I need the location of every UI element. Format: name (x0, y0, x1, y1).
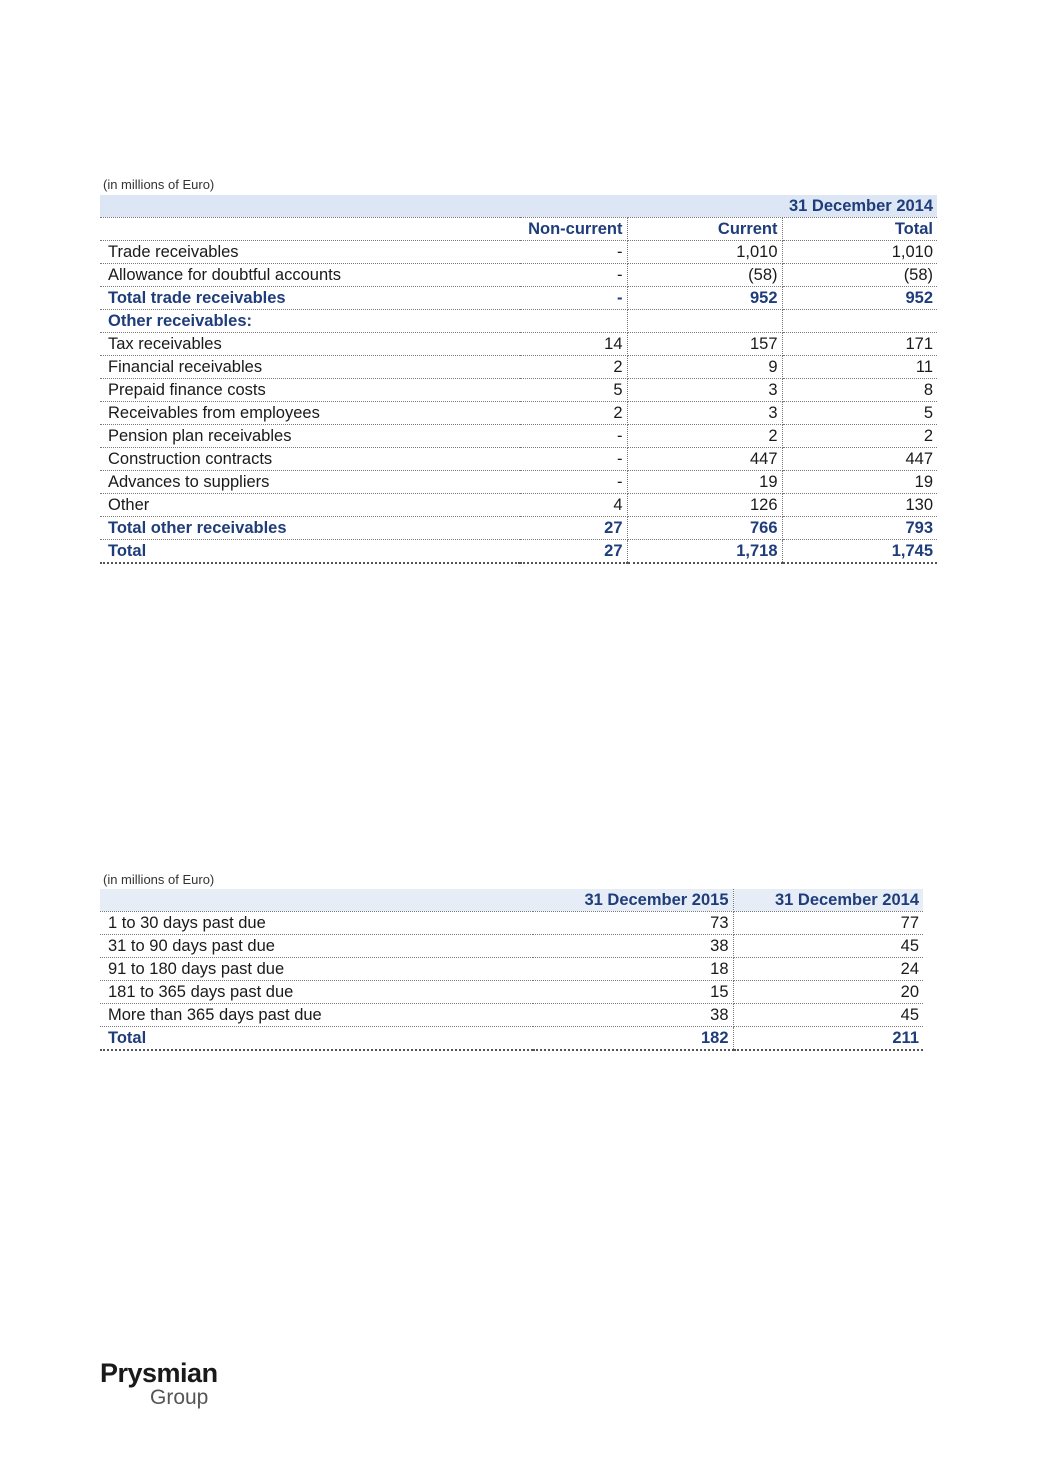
row-label: Allowance for doubtful accounts (100, 264, 520, 287)
prysmian-group-logo (100, 1358, 230, 1414)
total-value: 1,745 (782, 540, 937, 564)
non-current-value: - (520, 471, 627, 494)
current-value: 766 (627, 517, 782, 540)
total-value: 19 (782, 471, 937, 494)
column-header-total: Total (782, 218, 937, 241)
non-current-value: 5 (520, 379, 627, 402)
value-2015: 73 (533, 912, 733, 935)
value-2015: 182 (533, 1027, 733, 1051)
column-header-row (100, 889, 923, 912)
value-2015: 38 (533, 935, 733, 958)
row-label: Trade receivables (100, 241, 520, 264)
row-label: Prepaid finance costs (100, 379, 520, 402)
row-label: Advances to suppliers (100, 471, 520, 494)
row-label: 91 to 180 days past due (100, 958, 533, 981)
value-2014: 45 (733, 935, 923, 958)
column-header-current: Current (627, 218, 782, 241)
non-current-value: 4 (520, 494, 627, 517)
row-label: Other (100, 494, 520, 517)
column-header-2015: 31 December 2015 (533, 889, 733, 912)
total-value: 1,010 (782, 241, 937, 264)
value-2015: 15 (533, 981, 733, 1004)
total-value: 171 (782, 333, 937, 356)
current-value: 3 (627, 402, 782, 425)
total-value: (58) (782, 264, 937, 287)
unit-label-table2: (in millions of Euro) (103, 872, 215, 887)
table-row (100, 471, 937, 494)
total-value: 8 (782, 379, 937, 402)
unit-label-table1: (in millions of Euro) (103, 177, 215, 192)
current-value: 1,010 (627, 241, 782, 264)
total-value (782, 310, 937, 333)
value-2015: 38 (533, 1004, 733, 1027)
current-value: 447 (627, 448, 782, 471)
table-row (100, 958, 923, 981)
row-label: Pension plan receivables (100, 425, 520, 448)
table-row (100, 981, 923, 1004)
table-row (100, 517, 937, 540)
table-row (100, 935, 923, 958)
non-current-value: 2 (520, 402, 627, 425)
table-row (100, 448, 937, 471)
non-current-value: 14 (520, 333, 627, 356)
current-value: (58) (627, 264, 782, 287)
current-value: 2 (627, 425, 782, 448)
past-due-aging-table (100, 889, 923, 1051)
table-row (100, 333, 937, 356)
table-row (100, 310, 937, 333)
row-label: Financial receivables (100, 356, 520, 379)
period-header-row (100, 195, 937, 218)
value-2014: 77 (733, 912, 923, 935)
period-header: 31 December 2014 (100, 195, 937, 218)
table-row (100, 264, 937, 287)
row-label: More than 365 days past due (100, 1004, 533, 1027)
table-row (100, 494, 937, 517)
table-row (100, 1004, 923, 1027)
current-value (627, 310, 782, 333)
non-current-value: 27 (520, 517, 627, 540)
total-value: 5 (782, 402, 937, 425)
non-current-value: - (520, 264, 627, 287)
total-value: 2 (782, 425, 937, 448)
value-2014: 24 (733, 958, 923, 981)
column-header-row (100, 218, 937, 241)
value-2014: 211 (733, 1027, 923, 1051)
value-2015: 18 (533, 958, 733, 981)
total-value: 130 (782, 494, 937, 517)
current-value: 157 (627, 333, 782, 356)
current-value: 3 (627, 379, 782, 402)
total-value: 793 (782, 517, 937, 540)
row-label: Construction contracts (100, 448, 520, 471)
row-label: Total (100, 540, 520, 564)
row-label: Receivables from employees (100, 402, 520, 425)
row-label: 1 to 30 days past due (100, 912, 533, 935)
table-row (100, 402, 937, 425)
row-label: 31 to 90 days past due (100, 935, 533, 958)
table-row (100, 287, 937, 310)
current-value: 952 (627, 287, 782, 310)
column-header-non-current: Non-current (100, 218, 627, 241)
current-value: 1,718 (627, 540, 782, 564)
logo-subtitle: Group (150, 1386, 209, 1409)
non-current-value: - (520, 448, 627, 471)
current-value: 9 (627, 356, 782, 379)
column-header-2014: 31 December 2014 (733, 889, 923, 912)
row-label: Total (100, 1027, 533, 1051)
row-label: Other receivables: (100, 310, 520, 333)
table-row (100, 356, 937, 379)
current-value: 126 (627, 494, 782, 517)
table-row (100, 241, 937, 264)
non-current-value (520, 310, 627, 333)
value-2014: 20 (733, 981, 923, 1004)
non-current-value: - (520, 425, 627, 448)
table-row (100, 540, 937, 564)
current-value: 19 (627, 471, 782, 494)
non-current-value: - (520, 287, 627, 310)
total-value: 952 (782, 287, 937, 310)
table-row (100, 379, 937, 402)
total-value: 447 (782, 448, 937, 471)
non-current-value: 27 (520, 540, 627, 564)
table-row (100, 912, 923, 935)
row-label: Total other receivables (100, 517, 520, 540)
non-current-value: 2 (520, 356, 627, 379)
row-label: Total trade receivables (100, 287, 520, 310)
table-row (100, 1027, 923, 1051)
non-current-value: - (520, 241, 627, 264)
table-row (100, 425, 937, 448)
logo-wordmark: Prysmian (100, 1358, 218, 1388)
row-label: Tax receivables (100, 333, 520, 356)
row-label: 181 to 365 days past due (100, 981, 533, 1004)
total-value: 11 (782, 356, 937, 379)
value-2014: 45 (733, 1004, 923, 1027)
receivables-table-2014 (100, 195, 937, 564)
header-spacer (100, 889, 533, 912)
